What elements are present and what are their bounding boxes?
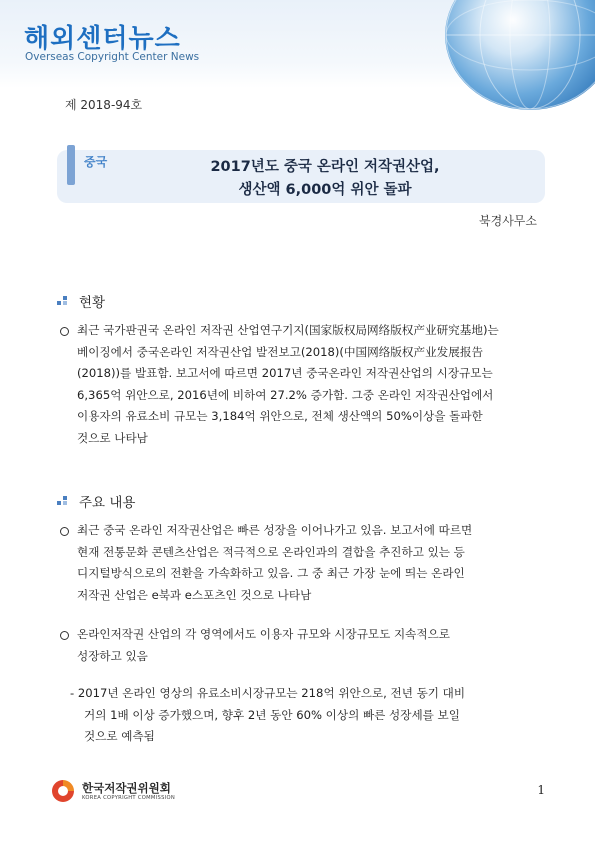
circle-bullet-icon — [60, 327, 69, 336]
text-line: 최근 중국 온라인 저작권산업은 빠른 성장을 이어나가고 있음. 보고서에 따르면 — [77, 523, 473, 537]
paragraph-main-1 — [77, 520, 545, 606]
text-line: 디지털방식으로의 전환을 가속화하고 있음. 그 중 최근 가장 눈에 띄는 온라인 — [77, 566, 465, 580]
text-line: 이용자의 유료소비 규모는 3,184억 위안으로, 전체 생산액의 50%이상을 돌파한 — [77, 409, 483, 423]
org-name-english: KOREA COPYRIGHT COMMISSION — [82, 794, 176, 801]
commission-logo-icon — [50, 778, 76, 804]
square-bullet-icon — [57, 496, 71, 506]
title-accent-bar — [67, 145, 75, 185]
office-name: 북경사무소 — [479, 214, 537, 228]
text-line: 저작권 산업은 e북과 e스포츠인 것으로 나타남 — [77, 587, 312, 602]
section-heading-label: 주요 내용 — [79, 495, 136, 511]
paragraph-main-2 — [77, 624, 545, 667]
text-line: 것으로 예측됨 — [84, 729, 155, 743]
paragraph-main-3 — [70, 683, 545, 748]
country-tag: 중국 — [84, 155, 108, 169]
square-bullet-icon — [57, 296, 71, 306]
newsletter-title: 해외센터뉴스 — [24, 24, 181, 54]
article-title-line2: 생산액 6,000억 위안 돌파 — [238, 182, 412, 198]
text-line: 온라인저작권 산업의 각 영역에서도 이용자 규모와 시장규모도 지속적으로 — [77, 627, 450, 641]
text-line: 현재 전통문화 콘텐츠산업은 적극적으로 온라인과의 결합을 추진하고 있는 등 — [77, 544, 465, 559]
paragraph-status — [77, 320, 545, 449]
text-line: 거의 1배 이상 증가했으며, 향후 2년 동안 60% 이상의 빠른 성장세를 보일 — [84, 707, 460, 722]
globe-grid-icon — [445, 0, 595, 110]
footer-logo — [50, 778, 175, 804]
org-name: 한국저작권위원회 — [82, 780, 171, 795]
section-heading-label: 현황 — [79, 295, 106, 311]
circle-bullet-icon — [60, 631, 69, 640]
article-title-line1: 2017년도 중국 온라인 저작권산업, — [210, 159, 440, 175]
document-number: 제 2018-94호 — [65, 98, 143, 112]
text-line: 성장하고 있음 — [77, 648, 148, 663]
text-line: 6,365억 위안으로, 2016년에 비하여 27.2% 증가함. 그중 온라인 저작권산업에서 — [77, 387, 494, 402]
page-number: 1 — [537, 783, 545, 797]
text-line: 베이징에서 중국온라인 저작권산업 발전보고(2018)(中国网络版权产业发展报告 — [77, 344, 484, 359]
text-line: 것으로 나타남 — [77, 430, 148, 445]
newsletter-subtitle: Overseas Copyright Center News — [25, 51, 200, 63]
section-heading-main — [57, 491, 135, 511]
text-line: 최근 국가판권국 온라인 저작권 산업연구기지(国家版权局网络版权产业研究基地)는 — [77, 323, 499, 337]
text-line: (2018))를 발표함. 보고서에 따르면 2017년 중국온라인 저작권산업의 시장규모는 — [77, 366, 493, 380]
text-line: - 2017년 온라인 영상의 유료소비시장규모는 218억 위안으로, 전년 동기 대비 — [70, 686, 466, 700]
section-heading-status — [57, 291, 105, 311]
circle-bullet-icon — [60, 527, 69, 536]
